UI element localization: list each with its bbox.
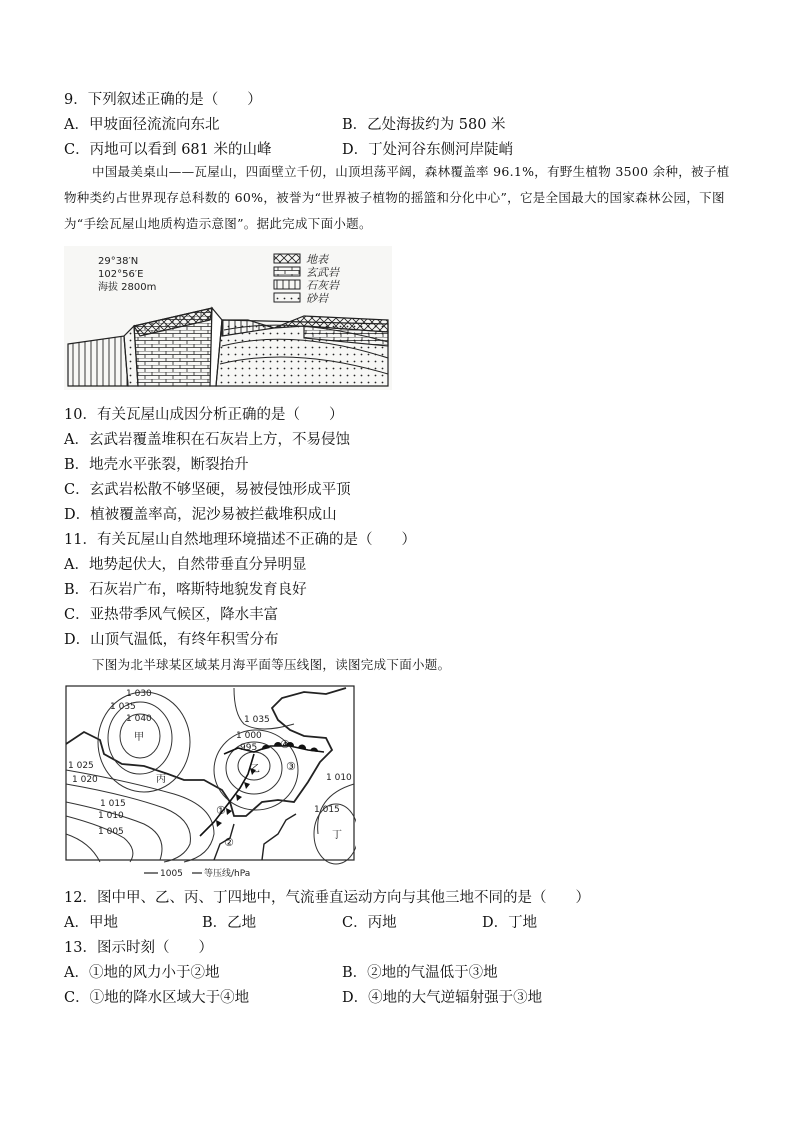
point-1: ① <box>216 804 226 817</box>
q11-stem: 11．有关瓦屋山自然地理环境描述不正确的是（ ） <box>64 532 416 548</box>
point-3: ③ <box>286 760 296 773</box>
q10-option-a: A．玄武岩覆盖堆积在石灰岩上方，不易侵蚀 <box>64 432 350 448</box>
legend-limestone-label: 石灰岩 <box>306 279 339 292</box>
isobar-label-1025: 1 025 <box>68 761 94 771</box>
geology-figure <box>64 246 392 390</box>
legend-surface-swatch <box>274 254 300 263</box>
legend-basalt-label: 玄武岩 <box>306 266 339 279</box>
isobar-label-1035: 1 035 <box>110 702 136 712</box>
q9-option-d: D．丁处河谷东侧河岸陡峭 <box>342 142 514 158</box>
legend-limestone-swatch <box>274 280 300 289</box>
isobar-label-1035-east: 1 035 <box>244 715 270 725</box>
legend-sample-value: 1005 <box>160 869 183 879</box>
isobar-label-1030: 1 030 <box>126 689 152 699</box>
isobar-label-1010: 1 010 <box>98 811 124 821</box>
place-yi: 乙 <box>250 764 260 775</box>
q10-option-c: C．玄武岩松散不够坚硬，易被侵蚀形成平顶 <box>64 482 351 498</box>
isobar-map <box>64 684 356 880</box>
q13-option-a: A．①地的风力小于②地 <box>64 965 220 981</box>
q12-option-c: C．丙地 <box>342 915 397 931</box>
elevation-label: 海拔 2800m <box>98 282 157 293</box>
q11-option-a: A．地势起伏大，自然带垂直分异明显 <box>64 557 307 573</box>
place-jia: 甲 <box>134 732 144 743</box>
q12-option-d: D．丁地 <box>482 915 538 931</box>
point-4: ④ <box>280 738 290 751</box>
legend-surface-label: 地表 <box>306 253 328 266</box>
legend-text: 等压线/hPa <box>204 869 251 879</box>
q11-option-c: C．亚热带季风气候区，降水丰富 <box>64 607 279 623</box>
q12-option-b: B．乙地 <box>202 915 257 931</box>
place-ding: 丁 <box>332 830 342 841</box>
q9-option-b: B．乙处海拔约为 580 米 <box>342 117 506 133</box>
q11-option-b: B．石灰岩广布，喀斯特地貌发育良好 <box>64 582 307 598</box>
place-bing: 丙 <box>156 774 166 785</box>
legend-basalt-swatch <box>274 267 300 276</box>
legend-sandstone-label: 砂岩 <box>306 292 328 305</box>
isobar-label-1015-east: 1 015 <box>314 805 340 815</box>
passage-wawushan: 中国最美桌山——瓦屋山，四面壁立千仞，山顶坦荡平阔，森林覆盖率 96.1%，有野生植物 3500 余种，被子植物种类约占世界现存总科数的 60%，被誉为“世界被子植物的摇篮和分化中心”，它是全国最大的国家森林公园，下图为“手绘瓦屋山地质构造示意图”。据此完成下面小题。 <box>64 164 730 231</box>
q9-option-a: A．甲坡面径流流向东北 <box>64 117 220 133</box>
point-2: ② <box>224 836 234 849</box>
isobar-label-1010-east: 1 010 <box>326 773 352 783</box>
legend-sandstone-swatch <box>274 293 300 302</box>
q12-option-a: A．甲地 <box>64 915 118 931</box>
isobar-label-1000: 1 000 <box>236 731 262 741</box>
q12-stem: 12．图中甲、乙、丙、丁四地中，气流垂直运动方向与其他三地不同的是（ ） <box>64 890 590 906</box>
q11-option-d: D．山顶气温低，有终年积雪分布 <box>64 632 279 648</box>
q9-option-c: C．丙地可以看到 681 米的山峰 <box>64 142 272 158</box>
q10-option-d: D．植被覆盖率高，泥沙易被拦截堆积成山 <box>64 507 337 523</box>
q13-option-b: B．②地的气温低于③地 <box>342 965 498 981</box>
q10-option-b: B．地壳水平张裂，断裂抬升 <box>64 457 249 473</box>
isobar-label-995: 995 <box>240 743 258 753</box>
q10-stem: 10．有关瓦屋山成因分析正确的是（ ） <box>64 407 344 423</box>
q13-option-c: C．①地的降水区域大于④地 <box>64 990 250 1006</box>
longitude-label: 102°56′E <box>98 269 144 280</box>
passage-isobar: 下图为北半球某区域某月海平面等压线图，读图完成下面小题。 <box>92 657 451 672</box>
q13-stem: 13．图示时刻（ ） <box>64 940 213 956</box>
isobar-label-1020: 1 020 <box>72 775 98 785</box>
isobar-label-1005: 1 005 <box>98 827 124 837</box>
q13-option-d: D．④地的大气逆辐射强于③地 <box>342 990 543 1006</box>
q9-stem: 9．下列叙述正确的是（ ） <box>64 92 262 108</box>
isobar-label-1015: 1 015 <box>100 799 126 809</box>
isobar-label-1040: 1 040 <box>126 714 152 724</box>
latitude-label: 29°38′N <box>98 256 139 267</box>
